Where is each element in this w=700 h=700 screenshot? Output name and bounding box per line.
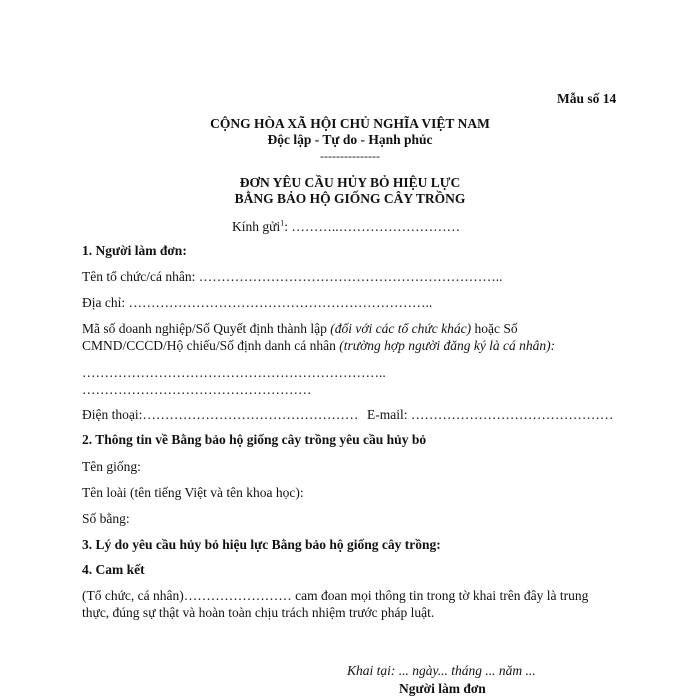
id-line-2: [82, 337, 555, 355]
addressee-label: Kính gửi: [232, 219, 281, 234]
footnote-marker: 1: [280, 218, 285, 228]
id-dots-line-1: …………………………………………………………..: [82, 365, 386, 380]
country-name: CỘNG HÒA XÃ HỘI CHỦ NGHĨA VIỆT NAM: [210, 116, 490, 131]
header-divider: ---------------: [320, 149, 380, 163]
id-line-1-note: (đối với các tổ chức khác): [330, 321, 472, 336]
email-field: E-mail: ………………………………………: [367, 407, 614, 422]
motto: Độc lập - Tự do - Hạnh phúc: [267, 132, 433, 147]
species-name-field: Tên loài (tên tiếng Việt và tên khoa học):: [82, 485, 304, 500]
address-field: Địa chỉ: …………………………………………………………..: [82, 295, 433, 310]
id-line-2-text: CMND/CCCD/Hộ chiếu/Số định danh cá nhân: [82, 338, 340, 353]
document-title-line1: ĐƠN YÊU CẦU HỦY BỎ HIỆU LỰC: [239, 175, 461, 190]
commitment-line-2: thực, đúng sự thật và hoàn toàn chịu trách nhiệm trước pháp luật.: [82, 605, 435, 620]
phone-field: Điện thoại:…………………………………………: [82, 407, 359, 422]
section4-heading: 4. Cam kết: [82, 562, 145, 577]
applicant-signature-title: Người làm đơn: [399, 681, 486, 696]
section1-heading: 1. Người làm đơn:: [82, 243, 187, 258]
place-date-line: Khai tại: ... ngày... tháng ... năm ...: [347, 663, 536, 678]
id-dots-line-2: ……………………………………………: [82, 382, 312, 397]
commitment-line-1: (Tổ chức, cá nhân)…………………… cam đoan mọi thông tin trong tờ khai trên đây là trung: [82, 588, 589, 603]
section3-heading: 3. Lý do yêu cầu hủy bỏ hiệu lực Bằng bảo hộ giống cây trồng:: [82, 537, 441, 552]
id-line-1: [82, 320, 518, 338]
section2-heading: 2. Thông tin về Bằng bảo hộ giống cây trồng yêu cầu hủy bỏ: [82, 432, 427, 447]
form-code: Mẫu số 14: [557, 91, 617, 106]
id-line-1-suffix: hoặc Số: [471, 321, 518, 336]
addressee-value: : ………..………………………: [284, 219, 461, 234]
document-title-line2: BẰNG BẢO HỘ GIỐNG CÂY TRỒNG: [234, 191, 466, 206]
addressee-line: [232, 218, 460, 236]
id-line-2-note: (trường hợp người đăng ký là cá nhân):: [339, 338, 556, 353]
org-name-field: Tên tổ chức/cá nhân: …………………………………………………………..: [82, 269, 503, 284]
id-line-1-text: Mã số doanh nghiệp/Số Quyết định thành lập: [82, 321, 331, 336]
certificate-number-field: Số bằng:: [82, 511, 130, 526]
variety-name-field: Tên giống:: [82, 459, 141, 474]
